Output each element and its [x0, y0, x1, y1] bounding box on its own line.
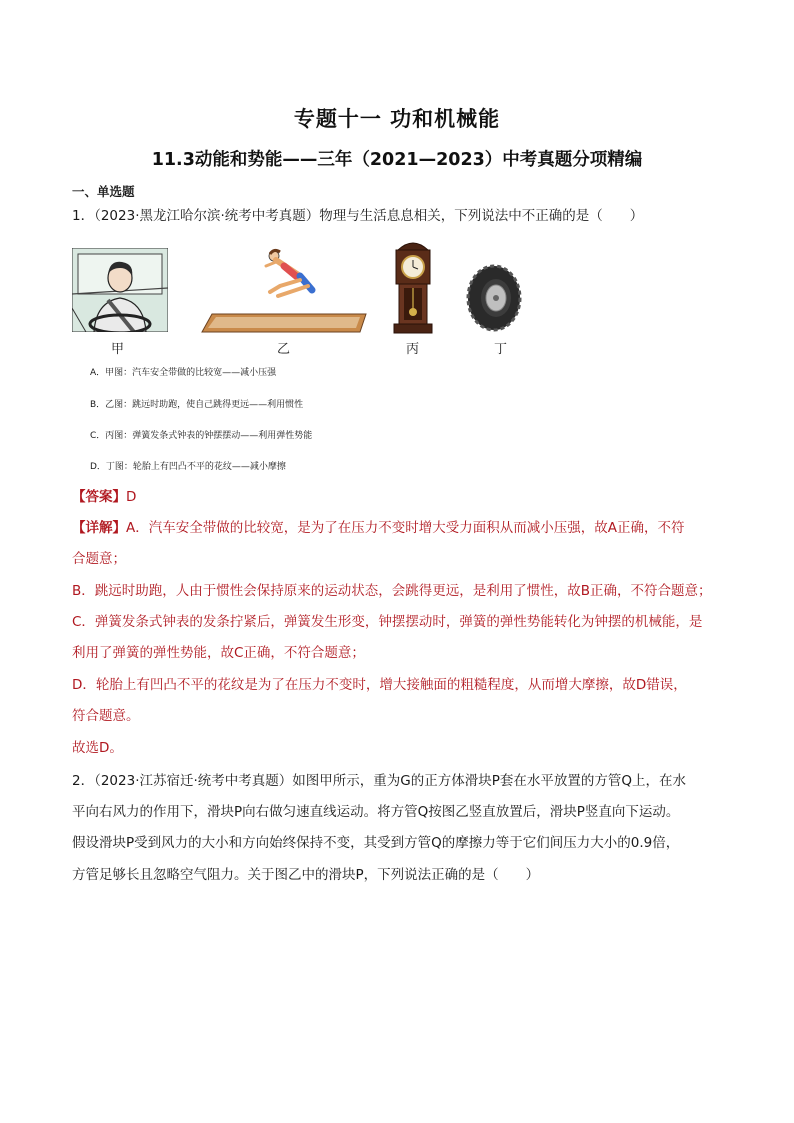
page-subtitle: 11.3动能和势能——三年（2021—2023）中考真题分项精编 — [151, 150, 643, 170]
question-2-line-1: 2．（2023·江苏宿迁·统考中考真题）如图甲所示，重为G的正方体滑块P套在水平放置的方管Q上，在水 — [72, 773, 687, 789]
question-1-stem: 1．（2023·黑龙江哈尔滨·统考中考真题）物理与生活息息相关，下列说法中不正确的是（ ） — [72, 208, 644, 224]
question-1-option-a: A．甲图：汽车安全带做的比较宽——减小压强 — [90, 368, 277, 378]
pendulum-clock-image — [392, 236, 434, 334]
detail-line-3: B．跳远时助跑，人由于惯性会保持原来的运动状态，会跳得更远，是利用了惯性，故B正确，不符合题意； — [72, 583, 712, 599]
figure-caption-ding: 丁 — [494, 342, 508, 357]
driver-seatbelt-image — [72, 248, 168, 332]
question-1-option-c: C．丙图：弹簧发条式钟表的钟摆摆动——利用弹性势能 — [90, 431, 313, 441]
detail-line-1 — [72, 519, 732, 537]
answer-value: D — [126, 489, 137, 505]
tire-image — [466, 264, 522, 332]
detail-line-4: C．弹簧发条式钟表的发条拧紧后，弹簧发生形变，钟摆摆动时，弹簧的弹性势能转化为钟摆的机械能，是 — [72, 614, 703, 630]
figure-caption-bing: 丙 — [406, 342, 420, 357]
detail-label: 【详解】 — [72, 520, 126, 536]
page-title: 专题十一 功和机械能 — [293, 107, 501, 131]
figure-caption-jia: 甲 — [111, 342, 125, 357]
section-heading: 一、单选题 — [72, 184, 135, 199]
detail-conclusion: 故选D。 — [72, 740, 123, 756]
detail-line-6: D．轮胎上有凹凸不平的花纹是为了在压力不变时，增大接触面的粗糙程度，从而增大摩擦，故D错误， — [72, 677, 687, 693]
question-1-option-b: B．乙图：跳远时助跑，使自己跳得更远——利用惯性 — [90, 400, 304, 410]
detail-line-5: 利用了弹簧的弹性势能，故C正确，不符合题意； — [72, 645, 365, 661]
question-1-option-d: D．丁图：轮胎上有凹凸不平的花纹——减小摩擦 — [90, 462, 286, 472]
question-2-line-2: 平向右风力的作用下，滑块P向右做匀速直线运动。将方管Q按图乙竖直放置后，滑块P竖直向下运动。 — [72, 804, 680, 820]
long-jump-image — [200, 246, 368, 334]
question-2-line-4: 方管足够长且忽略空气阻力。关于图乙中的滑块P，下列说法正确的是（ ） — [72, 867, 540, 883]
figure-caption-yi: 乙 — [277, 342, 291, 357]
detail-text-1: A．汽车安全带做的比较宽，是为了在压力不变时增大受力面积从而减小压强，故A正确，不符 — [126, 520, 685, 536]
detail-line-7: 符合题意。 — [72, 708, 140, 724]
answer-label: 【答案】 — [72, 489, 126, 505]
question-2-line-3: 假设滑块P受到风力的大小和方向始终保持不变，其受到方管Q的摩擦力等于它们间压力大小的0.9倍， — [72, 835, 680, 851]
answer-line — [72, 488, 732, 506]
detail-line-2: 合题意； — [72, 551, 126, 567]
